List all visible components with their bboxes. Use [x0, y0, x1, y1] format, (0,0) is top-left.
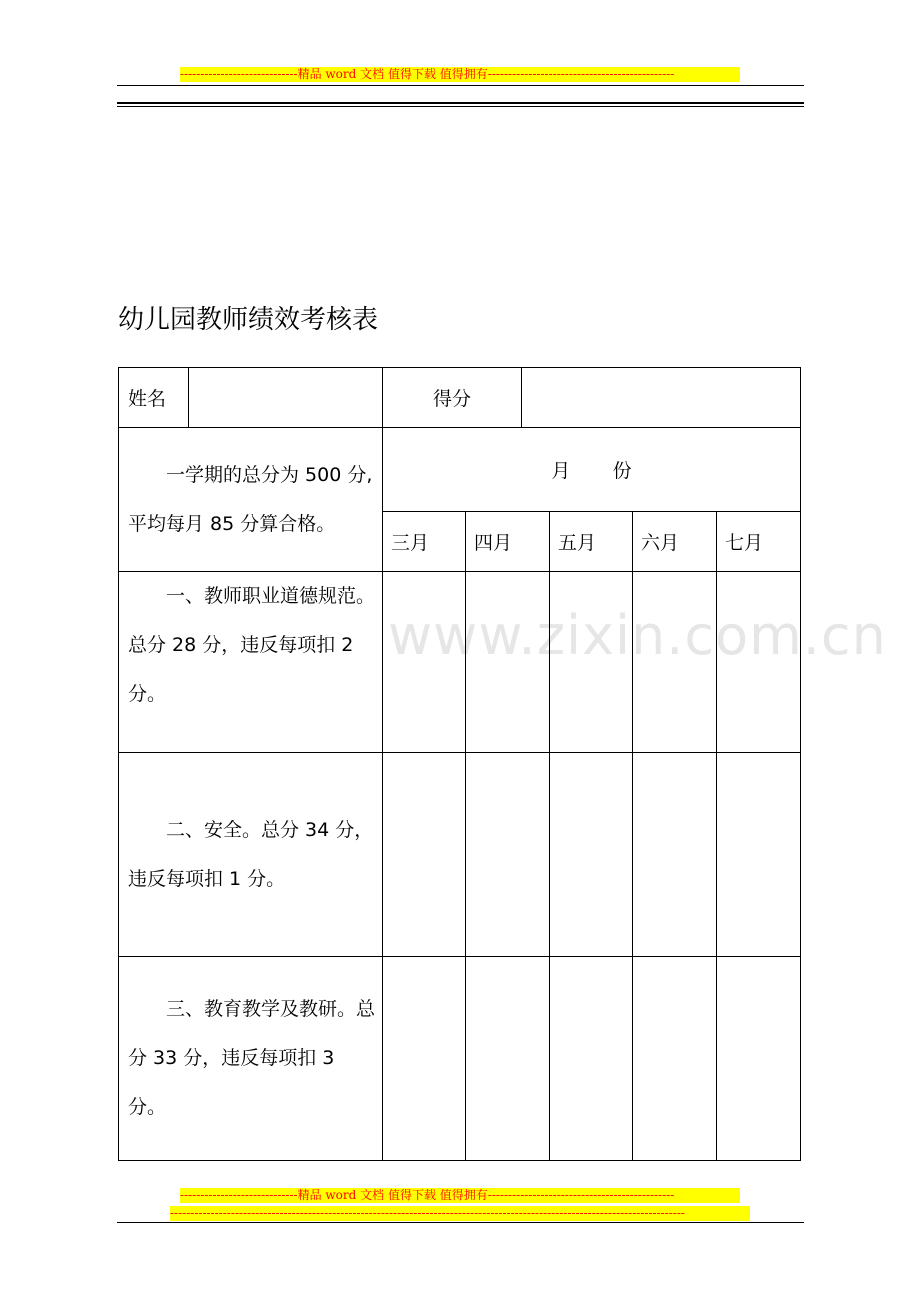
footer-banner: -----------------------------精品 word 文档 值得下载 值得拥有----------------------------------------------	[180, 1188, 740, 1203]
score-cell[interactable]	[383, 572, 466, 753]
month-april: 四月	[466, 512, 550, 572]
score-cell[interactable]	[466, 957, 550, 1161]
score-cell[interactable]	[550, 572, 633, 753]
name-value-cell[interactable]	[189, 368, 383, 428]
header-rule-thick-1	[117, 102, 804, 104]
footer-banner-dashes: -------------------------------------------------------------------------------------------------------------------------------	[170, 1206, 750, 1221]
score-cell[interactable]	[633, 753, 717, 957]
score-cell[interactable]	[383, 957, 466, 1161]
month-july: 七月	[717, 512, 801, 572]
score-cell[interactable]	[633, 572, 717, 753]
score-cell[interactable]	[717, 572, 801, 753]
score-cell[interactable]	[633, 957, 717, 1161]
intro-cell: 一学期的总分为 500 分,平均每月 85 分算合格。	[119, 428, 383, 572]
criteria-row	[119, 753, 801, 957]
criteria-safety: 二、安全。总分 34 分，违反每项扣 1 分。	[119, 753, 383, 957]
score-label: 得分	[383, 368, 522, 428]
month-may: 五月	[550, 512, 633, 572]
criteria-row	[119, 572, 801, 753]
month-header: 月 份	[383, 428, 801, 512]
footer-rule	[117, 1222, 804, 1223]
score-cell[interactable]	[466, 753, 550, 957]
name-label: 姓名	[119, 368, 189, 428]
page-title: 幼儿园教师绩效考核表	[118, 305, 379, 335]
score-cell[interactable]	[550, 957, 633, 1161]
criteria-teaching: 三、教育教学及教研。总分 33 分，违反每项扣 3 分。	[119, 957, 383, 1161]
name-score-row	[119, 368, 801, 428]
header-rule-thin	[117, 85, 804, 86]
score-cell[interactable]	[466, 572, 550, 753]
assessment-table	[118, 367, 801, 1161]
month-march: 三月	[383, 512, 466, 572]
criteria-row	[119, 957, 801, 1161]
month-june: 六月	[633, 512, 717, 572]
score-cell[interactable]	[717, 753, 801, 957]
month-header-row	[119, 428, 801, 512]
score-cell[interactable]	[383, 753, 466, 957]
score-cell[interactable]	[550, 753, 633, 957]
header-banner: -----------------------------精品 word 文档 值得下载 值得拥有----------------------------------------------	[180, 67, 740, 82]
header-rule-thick-2	[117, 106, 804, 107]
score-cell[interactable]	[717, 957, 801, 1161]
criteria-ethics: 一、教师职业道德规范。总分 28 分，违反每项扣 2 分。	[119, 572, 383, 753]
score-value-cell[interactable]	[522, 368, 801, 428]
watermark: www.zixin.com.cn	[388, 604, 887, 667]
